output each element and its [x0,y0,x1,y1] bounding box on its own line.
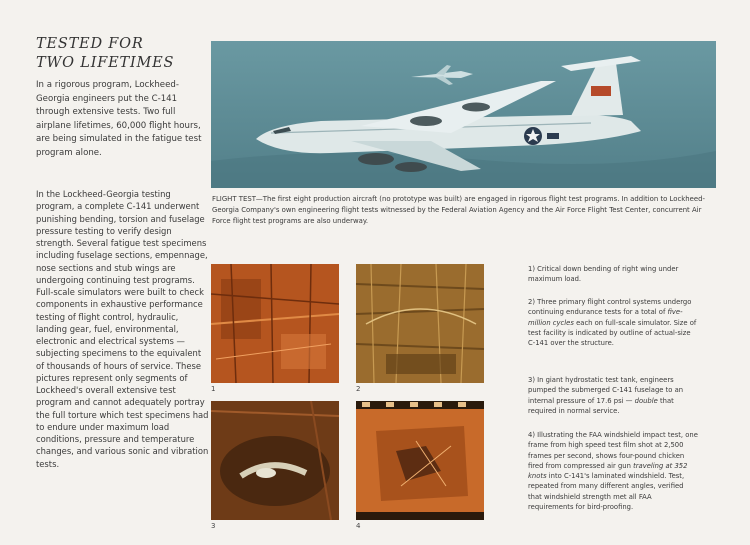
title-line-1: TESTED FOR [36,36,144,52]
note-4-emphasis: traveling at 352 knots [528,461,688,481]
photo-number-4: 4 [356,522,361,530]
note-4 [528,430,698,512]
intro-paragraph: In a rigorous program, Lockheed-Georgia engineers put the C-141 through extensive tests. Two full airplane lifetimes, 60,000 flight hours, are being simulated in the fatigue test program alone. [36,80,202,158]
note-4-rest: into C-141's laminated windshield. Test, repeated from many different angles, verified that windshield strength met all FAA requirements for bird-proofing. [528,472,685,512]
note-3-rest: that required in normal service. [528,396,674,415]
photo-number-1: 1 [211,385,216,393]
photo-flight-control-simulator [356,264,484,383]
note-3 [528,375,698,416]
note-4-text: 4) Illustrating the FAA windshield impact test, one frame from high speed test film shot at 2,500 frames per second, shows four-pound chicken fired from compressed air gun [528,431,698,470]
photo-wing-bending [211,264,339,383]
note-3-text: 3) In giant hydrostatic test tank, engineers pumped the submerged C-141 fuselage to an internal pressure of 17.6 psi — [528,376,684,405]
note-3-emphasis: double [634,396,658,405]
c141-aircraft-illustration [211,41,716,188]
photo-number-3: 3 [211,522,216,530]
note-2-text: 2) Three primary flight control systems undergo continuing endurance tests for a total of [528,298,692,317]
title-line-2: TWO LIFETIMES [36,55,175,71]
photo-hydrostatic-tank [211,401,339,520]
photo-number-2: 2 [356,385,361,393]
flight-test-photo [211,41,716,188]
note-2 [528,297,698,348]
page-title [36,35,174,73]
note-2-rest: each on full-scale simulator. Size of test facility is indicated by outline of actual-size C-141 over the structure. [528,318,697,348]
note-2-emphasis: five-million cycles [528,308,683,327]
body-paragraph: In the Lockheed-Georgia testing program, a complete C-141 underwent punishing bending, torsion and fuselage pressure testing to verify design strength. Several fatigue test specimens including fuselage sections, empennage, nose sections and stub wings are undergoing continuing test programs. Full-scale simulators were built to check components in exhaustive performance testing of flight control, hydraulic, landing gear, fuel, environmental, electronic and electrical systems — subjecting specimens to the equivalent of thousands of hours of service. These pictures represent only segments of Lockheed's overall extensive test program and cannot adequately portray the full torture which test specimens had to endure under maximum load conditions, pressure and temperature changes, and various sonic and vibration tests. [36,189,209,469]
note-1: 1) Critical down bending of right wing under maximum load. [528,265,679,284]
flight-test-caption: FLIGHT TEST—The first eight production aircraft (no prototype was built) are engaged in rigorous flight test programs. In addition to Lockheed-Georgia Company's own engineering flight tests witnessed by the Federal Aviation Agency and the Air Force Flight Test Center, concurrent Air Force flight test programs are also underway. [212,195,705,226]
photo-windshield-impact [356,401,484,520]
